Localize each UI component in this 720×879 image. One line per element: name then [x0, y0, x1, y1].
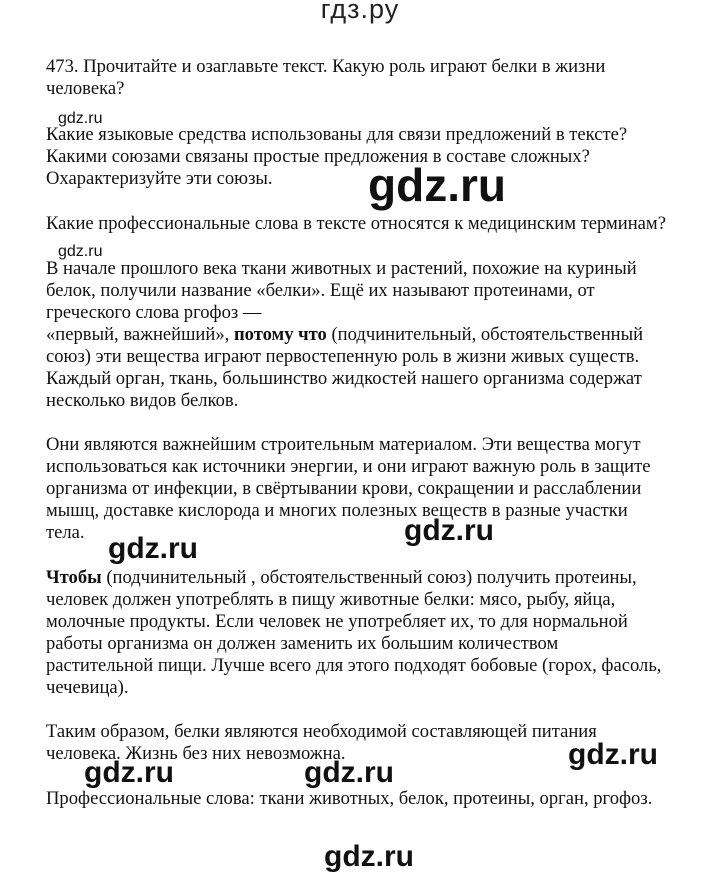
paragraph-line: Они являются важнейшим строительным материалом. Эти вещества могут	[46, 434, 641, 455]
line-text: «первый, важнейший»,	[46, 324, 230, 345]
paragraph-line: несколько видов белков.	[46, 390, 239, 411]
conjunction: потому что	[233, 324, 327, 345]
paragraph-line	[46, 567, 637, 589]
paragraph-line: белок, получили название «белки». Ещё их называют протеинами, от	[46, 280, 595, 301]
watermark: gdz.ru	[404, 514, 494, 547]
paragraph-line: молочные продукты. Если человек не употребляет их, то для нормальной	[46, 611, 628, 632]
watermark: gdz.ru	[58, 243, 103, 260]
paragraph-line: работы организма он должен заменить их большим количеством	[46, 633, 559, 654]
question-line: Какие профессиональные слова в тексте относятся к медицинским терминам?	[46, 213, 666, 234]
paragraph-line: тела.	[46, 522, 85, 543]
question-line: Охарактеризуйте эти союзы.	[46, 168, 273, 189]
watermark: gdz.ru	[324, 840, 414, 873]
watermark: gdz.ru	[304, 756, 394, 789]
paragraph-line	[46, 324, 643, 346]
question-line: Какими союзами связаны простые предложения в составе сложных?	[46, 146, 590, 167]
answer-line: Профессиональные слова: ткани животных, белок, протеины, орган, ргофоз.	[46, 788, 653, 809]
watermark: gdz.ru	[58, 110, 103, 127]
watermark: gdz.ru	[108, 532, 198, 565]
task-line: человека?	[46, 78, 125, 99]
watermark: gdz.ru	[84, 756, 174, 789]
paragraph-line: союз) эти вещества играют первостепенную роль в жизни живых существ.	[46, 346, 640, 367]
question-line: Какие языковые средства использованы для связи предложений в тексте?	[46, 124, 628, 145]
paragraph-line: растительной пищи. Лучше всего для этого подходят бобовые (горох, фасоль,	[46, 655, 662, 676]
conjunction: Чтобы	[46, 567, 102, 588]
paragraph-line: мышц, доставке кислорода и многих полезных веществ в разные участки	[46, 500, 628, 521]
task-line: 473. Прочитайте и озаглавьте текст. Какую роль играют белки в жизни	[46, 56, 606, 77]
line-text: (подчинительный , обстоятельственный союз) получить протеины,	[106, 567, 637, 588]
paragraph-line: Таким образом, белки являются необходимой составляющей питания	[46, 721, 597, 742]
watermark: gdz.ru	[568, 738, 658, 771]
site-header: гдз.ру	[320, 0, 400, 24]
paragraph-line: чечевица).	[46, 677, 129, 698]
paragraph-line: Каждый орган, ткань, большинство жидкостей нашего организма содержат	[46, 368, 642, 389]
paragraph-line: человека. Жизнь без них невозможна.	[46, 743, 346, 764]
paragraph-line: В начале прошлого века ткани животных и растений, похожие на куриный	[46, 258, 637, 279]
paragraph-line: использоваться как источники энергии, и они играют важную роль в защите	[46, 456, 651, 477]
watermark: gdz.ru	[368, 159, 506, 211]
line-text: (подчинительный, обстоятельственный	[331, 324, 644, 345]
paragraph-line: организма от инфекции, в свёртывании крови, сокращении и расслаблении	[46, 478, 642, 499]
paragraph-line: человек должен употреблять в пищу животные белки: мясо, рыбу, яйца,	[46, 589, 616, 610]
paragraph-line: греческого слова ргофоз —	[46, 302, 262, 323]
